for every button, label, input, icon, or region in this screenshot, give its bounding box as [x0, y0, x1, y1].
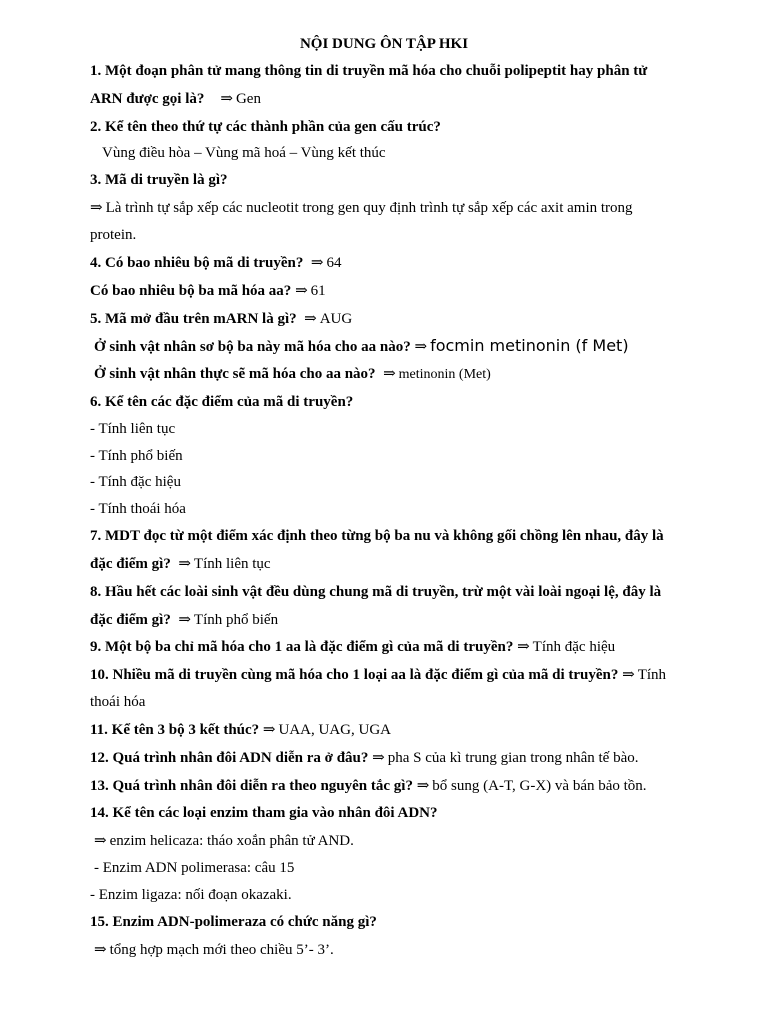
answer-5b: focmin metinonin (f Met) [430, 336, 629, 355]
question-7-line-2: đặc điểm gì? ⇒ Tính liên tục [90, 556, 271, 572]
arrow-icon: ⇒ [414, 339, 428, 355]
question-5c: Ở sinh vật nhân thực sẽ mã hóa cho aa nào? ⇒ metinonin (Met) [94, 366, 491, 382]
list-item: - Tính liên tục [90, 421, 176, 437]
answer-13: bổ sung (A-T, G-X) và bán bảo tồn. [432, 778, 647, 794]
arrow-icon: ⇒ [220, 91, 233, 107]
arrow-icon: ⇒ [262, 722, 276, 738]
question-9: 9. Một bộ ba chỉ mã hóa cho 1 aa là đặc điểm gì của mã di truyền? ⇒ Tính đặc hiệu [90, 639, 616, 655]
answer-1: Gen [235, 91, 261, 107]
arrow-icon: ⇒ [178, 612, 191, 628]
arrow-icon: ⇒ [304, 311, 317, 327]
arrow-icon: ⇒ [295, 283, 308, 299]
arrow-icon: ⇒ [622, 667, 635, 683]
question-1-line-1: 1. Một đoạn phân tử mang thông tin di truyền mã hóa cho chuỗi polipeptit hay phân tử [90, 63, 648, 79]
answer-14-item-1: ⇒ enzim helicaza: tháo xoắn phân tử AND. [94, 833, 354, 849]
list-item: - Tính đặc hiệu [90, 474, 181, 490]
question-11: 11. Kể tên 3 bộ 3 kết thúc? ⇒ UAA, UAG, UGA [90, 722, 391, 738]
question-13: 13. Quá trình nhân đôi diễn ra theo nguyên tắc gì? ⇒ bổ sung (A-T, G-X) và bán bảo tồn. [90, 778, 647, 794]
answer-9: Tính đặc hiệu [532, 639, 616, 655]
answer-10-part-2: thoái hóa [90, 694, 146, 710]
question-10: 10. Nhiều mã di truyền cùng mã hóa cho 1 loại aa là đặc điểm gì của mã di truyền? ⇒ Tính [90, 667, 667, 683]
answer-4a: 64 [326, 255, 342, 271]
list-item: - Tính phổ biến [90, 448, 183, 464]
answer-10-part-1: Tính [637, 667, 667, 683]
question-8-line-1: 8. Hầu hết các loài sinh vật đều dùng chung mã di truyền, trừ một vài loài ngoại lệ, đây là [90, 584, 662, 600]
answer-4b: 61 [310, 283, 326, 299]
answer-3-line-2: protein. [90, 227, 137, 243]
arrow-icon: ⇒ [90, 200, 103, 216]
question-2: 2. Kể tên theo thứ tự các thành phần của gen cấu trúc? [90, 119, 441, 135]
question-1-line-2: ARN được gọi là? ⇒ Gen [90, 91, 261, 107]
answer-12: pha S của kì trung gian trong nhân tế bào. [387, 750, 639, 766]
answer-15: ⇒ tổng hợp mạch mới theo chiều 5’- 3’. [94, 942, 334, 958]
page-title: NỘI DUNG ÔN TẬP HKI [299, 36, 469, 52]
question-4a: 4. Có bao nhiêu bộ mã di truyền? ⇒ 64 [90, 255, 342, 271]
answer-2: Vùng điều hòa – Vùng mã hoá – Vùng kết thúc [102, 145, 386, 161]
answer-14-item-2: - Enzim ADN polimerasa: câu 15 [94, 860, 295, 876]
answer-7: Tính liên tục [193, 556, 271, 572]
arrow-icon: ⇒ [517, 639, 530, 655]
question-5a: 5. Mã mở đầu trên mARN là gì? ⇒ AUG [90, 311, 353, 327]
question-4b: Có bao nhiêu bộ ba mã hóa aa? ⇒ 61 [90, 283, 326, 299]
answer-14-item-3: - Enzim ligaza: nối đoạn okazaki. [90, 887, 292, 903]
arrow-icon: ⇒ [372, 750, 385, 766]
arrow-icon: ⇒ [310, 255, 324, 271]
answer-11: UAA, UAG, UGA [278, 722, 391, 738]
question-8-line-2: đặc điểm gì? ⇒ Tính phổ biến [90, 612, 279, 628]
answer-5a: AUG [319, 311, 353, 327]
answer-5c: metinonin (Met) [398, 367, 491, 382]
question-5b: Ở sinh vật nhân sơ bộ ba này mã hóa cho aa nào? ⇒ focmin metinonin (f Met) [94, 336, 629, 355]
question-14: 14. Kể tên các loại enzim tham gia vào nhân đôi ADN? [90, 805, 438, 821]
question-15: 15. Enzim ADN-polimeraza có chức năng gì? [90, 914, 377, 930]
arrow-icon: ⇒ [416, 778, 430, 794]
question-12: 12. Quá trình nhân đôi ADN diễn ra ở đâu? ⇒ pha S của kì trung gian trong nhân tế bào. [90, 750, 639, 766]
question-7-line-1: 7. MDT đọc từ một điểm xác định theo từng bộ ba nu và không gối chồng lên nhau, đây là [90, 528, 664, 544]
question-6: 6. Kể tên các đặc điểm của mã di truyền? [90, 394, 354, 410]
question-3: 3. Mã di truyền là gì? [90, 172, 228, 188]
arrow-icon: ⇒ [383, 366, 396, 382]
arrow-icon: ⇒ [94, 942, 107, 958]
arrow-icon: ⇒ [94, 833, 107, 849]
list-item: - Tính thoái hóa [90, 501, 186, 517]
answer-3-line-1: ⇒ Là trình tự sắp xếp các nucleotit trong gen quy định trình tự sắp xếp các axit amin trong [90, 200, 633, 216]
answer-8: Tính phổ biến [193, 612, 279, 628]
arrow-icon: ⇒ [178, 556, 191, 572]
